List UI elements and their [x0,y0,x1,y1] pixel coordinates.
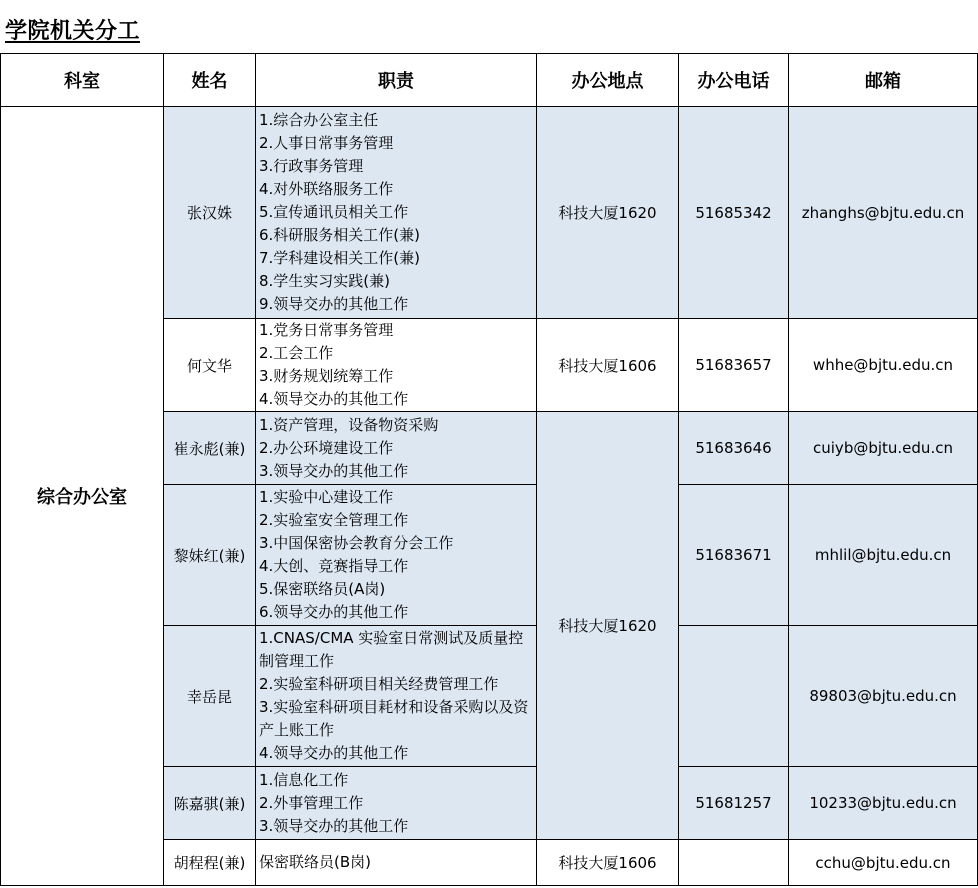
email-cell: 10233@bjtu.edu.cn [789,767,978,840]
duty-item: 2.实验室安全管理工作 [259,511,409,529]
duty-item: 6.领导交办的其他工作 [259,603,409,621]
email-cell: zhanghs@bjtu.edu.cn [789,107,978,319]
duty-item: 1.实验中心建设工作 [259,488,394,506]
name-cell: 幸岳昆 [164,626,256,767]
name-cell: 黎妹红(兼) [164,485,256,626]
duties-cell [256,840,537,886]
duty-item: 1.资产管理，设备物资采购 [259,415,439,434]
phone-cell [679,626,789,767]
duty-item: 3.财务规划统筹工作 [259,367,394,385]
page-title: 学院机关分工 [5,19,141,44]
table-row [1,107,978,319]
header-department: 科室 [1,54,164,107]
department-cell: 综合办公室 [1,107,164,886]
division-table [0,53,978,886]
duty-item: 1.综合办公室主任 [259,111,379,129]
phone-cell: 51685342 [679,107,789,319]
name-cell: 陈嘉骐(兼) [164,767,256,840]
duty-item: 5.保密联络员(A岗) [259,580,386,598]
duty-item: 4.领导交办的其他工作 [259,744,409,762]
duty-item: 4.对外联络服务工作 [259,180,394,198]
shared-location-cell: 科技大厦1620 [537,412,679,840]
duty-item: 2.人事日常事务管理 [259,134,394,152]
phone-cell: 51683671 [679,485,789,626]
name-cell: 崔永彪(兼) [164,412,256,485]
duties-cell [256,485,537,626]
duty-item: 3.行政事务管理 [259,157,364,175]
duty-item: 6.科研服务相关工作(兼) [259,226,421,244]
name-cell: 张汉姝 [164,107,256,319]
duty-item: 8.学生实习实践(兼) [259,272,391,290]
duties-cell [256,319,537,412]
duty-item: 5.宣传通讯员相关工作 [259,203,409,221]
phone-cell: 51683646 [679,412,789,485]
duty-item: 2.外事管理工作 [259,793,364,812]
location-cell: 科技大厦1620 [537,107,679,319]
duty-item: 1.信息化工作 [259,770,349,789]
duty-item: 4.领导交办的其他工作 [259,390,409,408]
duties-cell [256,412,537,485]
header-email: 邮箱 [789,54,978,107]
phone-cell: 51681257 [679,767,789,840]
duty-item: 7.学科建设相关工作(兼) [259,249,421,267]
email-cell: mhlil@bjtu.edu.cn [789,485,978,626]
email-cell: cchu@bjtu.edu.cn [789,840,978,886]
duty-item: 1.CNAS/CMA 实验室日常测试及质量控制管理工作 [259,629,524,670]
header-duties: 职责 [256,54,537,107]
duty-item: 1.党务日常事务管理 [259,321,394,339]
email-cell: 89803@bjtu.edu.cn [789,626,978,767]
duties-cell [256,767,537,840]
email-cell: cuiyb@bjtu.edu.cn [789,412,978,485]
duty-item: 4.大创、竞赛指导工作 [259,557,409,575]
duty-item: 3.中国保密协会教育分会工作 [259,534,454,552]
duty-item: 保密联络员(B岗) [259,853,371,871]
duty-item: 9.领导交办的其他工作 [259,295,409,313]
email-cell: whhe@bjtu.edu.cn [789,319,978,412]
duty-item: 3.实验室科研项目耗材和设备采购以及资产上账工作 [259,698,529,739]
duty-item: 2.办公环境建设工作 [259,438,394,457]
header-phone: 办公电话 [679,54,789,107]
name-cell: 何文华 [164,319,256,412]
phone-cell: 51683657 [679,319,789,412]
phone-cell [679,840,789,886]
duty-item: 2.实验室科研项目相关经费管理工作 [259,675,499,693]
header-row [1,54,978,107]
header-name: 姓名 [164,54,256,107]
duty-item: 3.领导交办的其他工作 [259,816,409,835]
name-cell: 胡程程(兼) [164,840,256,886]
duties-cell [256,626,537,767]
duties-cell [256,107,537,319]
duty-item: 3.领导交办的其他工作 [259,461,409,480]
location-cell: 科技大厦1606 [537,319,679,412]
location-cell: 科技大厦1606 [537,840,679,886]
duty-item: 2.工会工作 [259,344,334,362]
header-location: 办公地点 [537,54,679,107]
